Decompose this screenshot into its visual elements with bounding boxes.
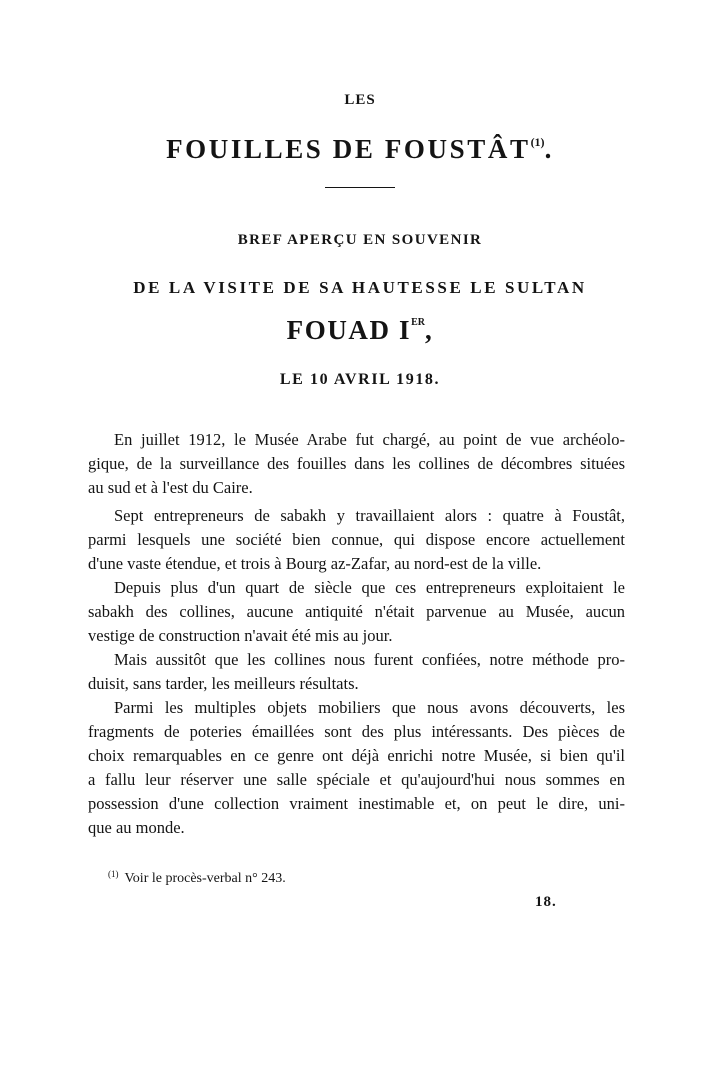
sultan-name: FOUAD I <box>286 315 412 345</box>
paragraph-4 <box>88 648 625 696</box>
text-line: au sud et à l'est du Caire. <box>88 478 253 497</box>
title-text: FOUILLES DE FOUSTÂT <box>166 134 531 164</box>
subtitle-line-2: DE LA VISITE DE SA HAUTESSE LE SULTAN <box>133 278 587 297</box>
text-line: gique, de la surveillance des fouilles dans les collines de décombres situées <box>88 454 625 473</box>
text-line: sabakh des collines, aucune antiquité n'était parvenue au Musée, aucun <box>88 602 625 621</box>
paragraph-1 <box>88 428 625 500</box>
text-line: Parmi les multiples objets mobiliers que nous avons découverts, les <box>114 698 625 717</box>
subtitle-line-1: BREF APERÇU EN SOUVENIR <box>237 232 483 248</box>
title-rule <box>325 187 395 188</box>
subtitle-line-3 <box>0 315 720 346</box>
paragraph-2 <box>88 504 625 576</box>
subtitle-date: LE 10 AVRIL 1918. <box>279 371 441 388</box>
pre-title: LES <box>344 92 376 108</box>
sultan-comma: , <box>425 315 434 345</box>
text-line: vestige de construction n'avait été mis au jour. <box>88 626 393 645</box>
paragraph-3 <box>88 576 625 648</box>
text-line: En juillet 1912, le Musée Arabe fut chargé, au point de vue archéolo- <box>114 430 625 449</box>
title-footnote-ref: (1) <box>530 135 545 149</box>
page-title <box>0 134 720 165</box>
text-line: Sept entrepreneurs de sabakh y travaillaient alors : quatre à Foustât, <box>114 506 625 525</box>
footnote-marker: (1) <box>108 869 119 879</box>
text-line: duisit, sans tarder, les meilleurs résultats. <box>88 674 359 693</box>
text-line: fragments de poteries émaillées sont des plus intéressants. Des pièces de <box>88 722 625 741</box>
text-line: Mais aussitôt que les collines nous furent confiées, notre méthode pro- <box>114 650 625 669</box>
text-line: que au monde. <box>88 818 185 837</box>
text-line: choix remarquables en ce genre ont déjà enrichi notre Musée, si bien qu'il <box>88 746 625 765</box>
title-period: . <box>544 134 554 164</box>
signature-mark: 18. <box>535 894 557 910</box>
text-line: a fallu leur réserver une salle spéciale et qu'aujourd'hui nous sommes en <box>88 770 625 789</box>
text-line: d'une vaste étendue, et trois à Bourg az-Zafar, au nord-est de la ville. <box>88 554 542 573</box>
text-line: parmi lesquels une société bien connue, qui dispose encore actuellement <box>88 530 625 549</box>
paragraph-5 <box>88 696 625 840</box>
footnote-text: Voir le procès-verbal n° 243. <box>124 871 286 886</box>
text-line: Depuis plus d'un quart de siècle que ces entrepreneurs exploitaient le <box>114 578 625 597</box>
footnote <box>108 869 286 887</box>
sultan-ordinal: ER <box>411 317 425 328</box>
text-line: possession d'une collection vraiment inestimable et, on peut le dire, uni- <box>88 794 625 813</box>
